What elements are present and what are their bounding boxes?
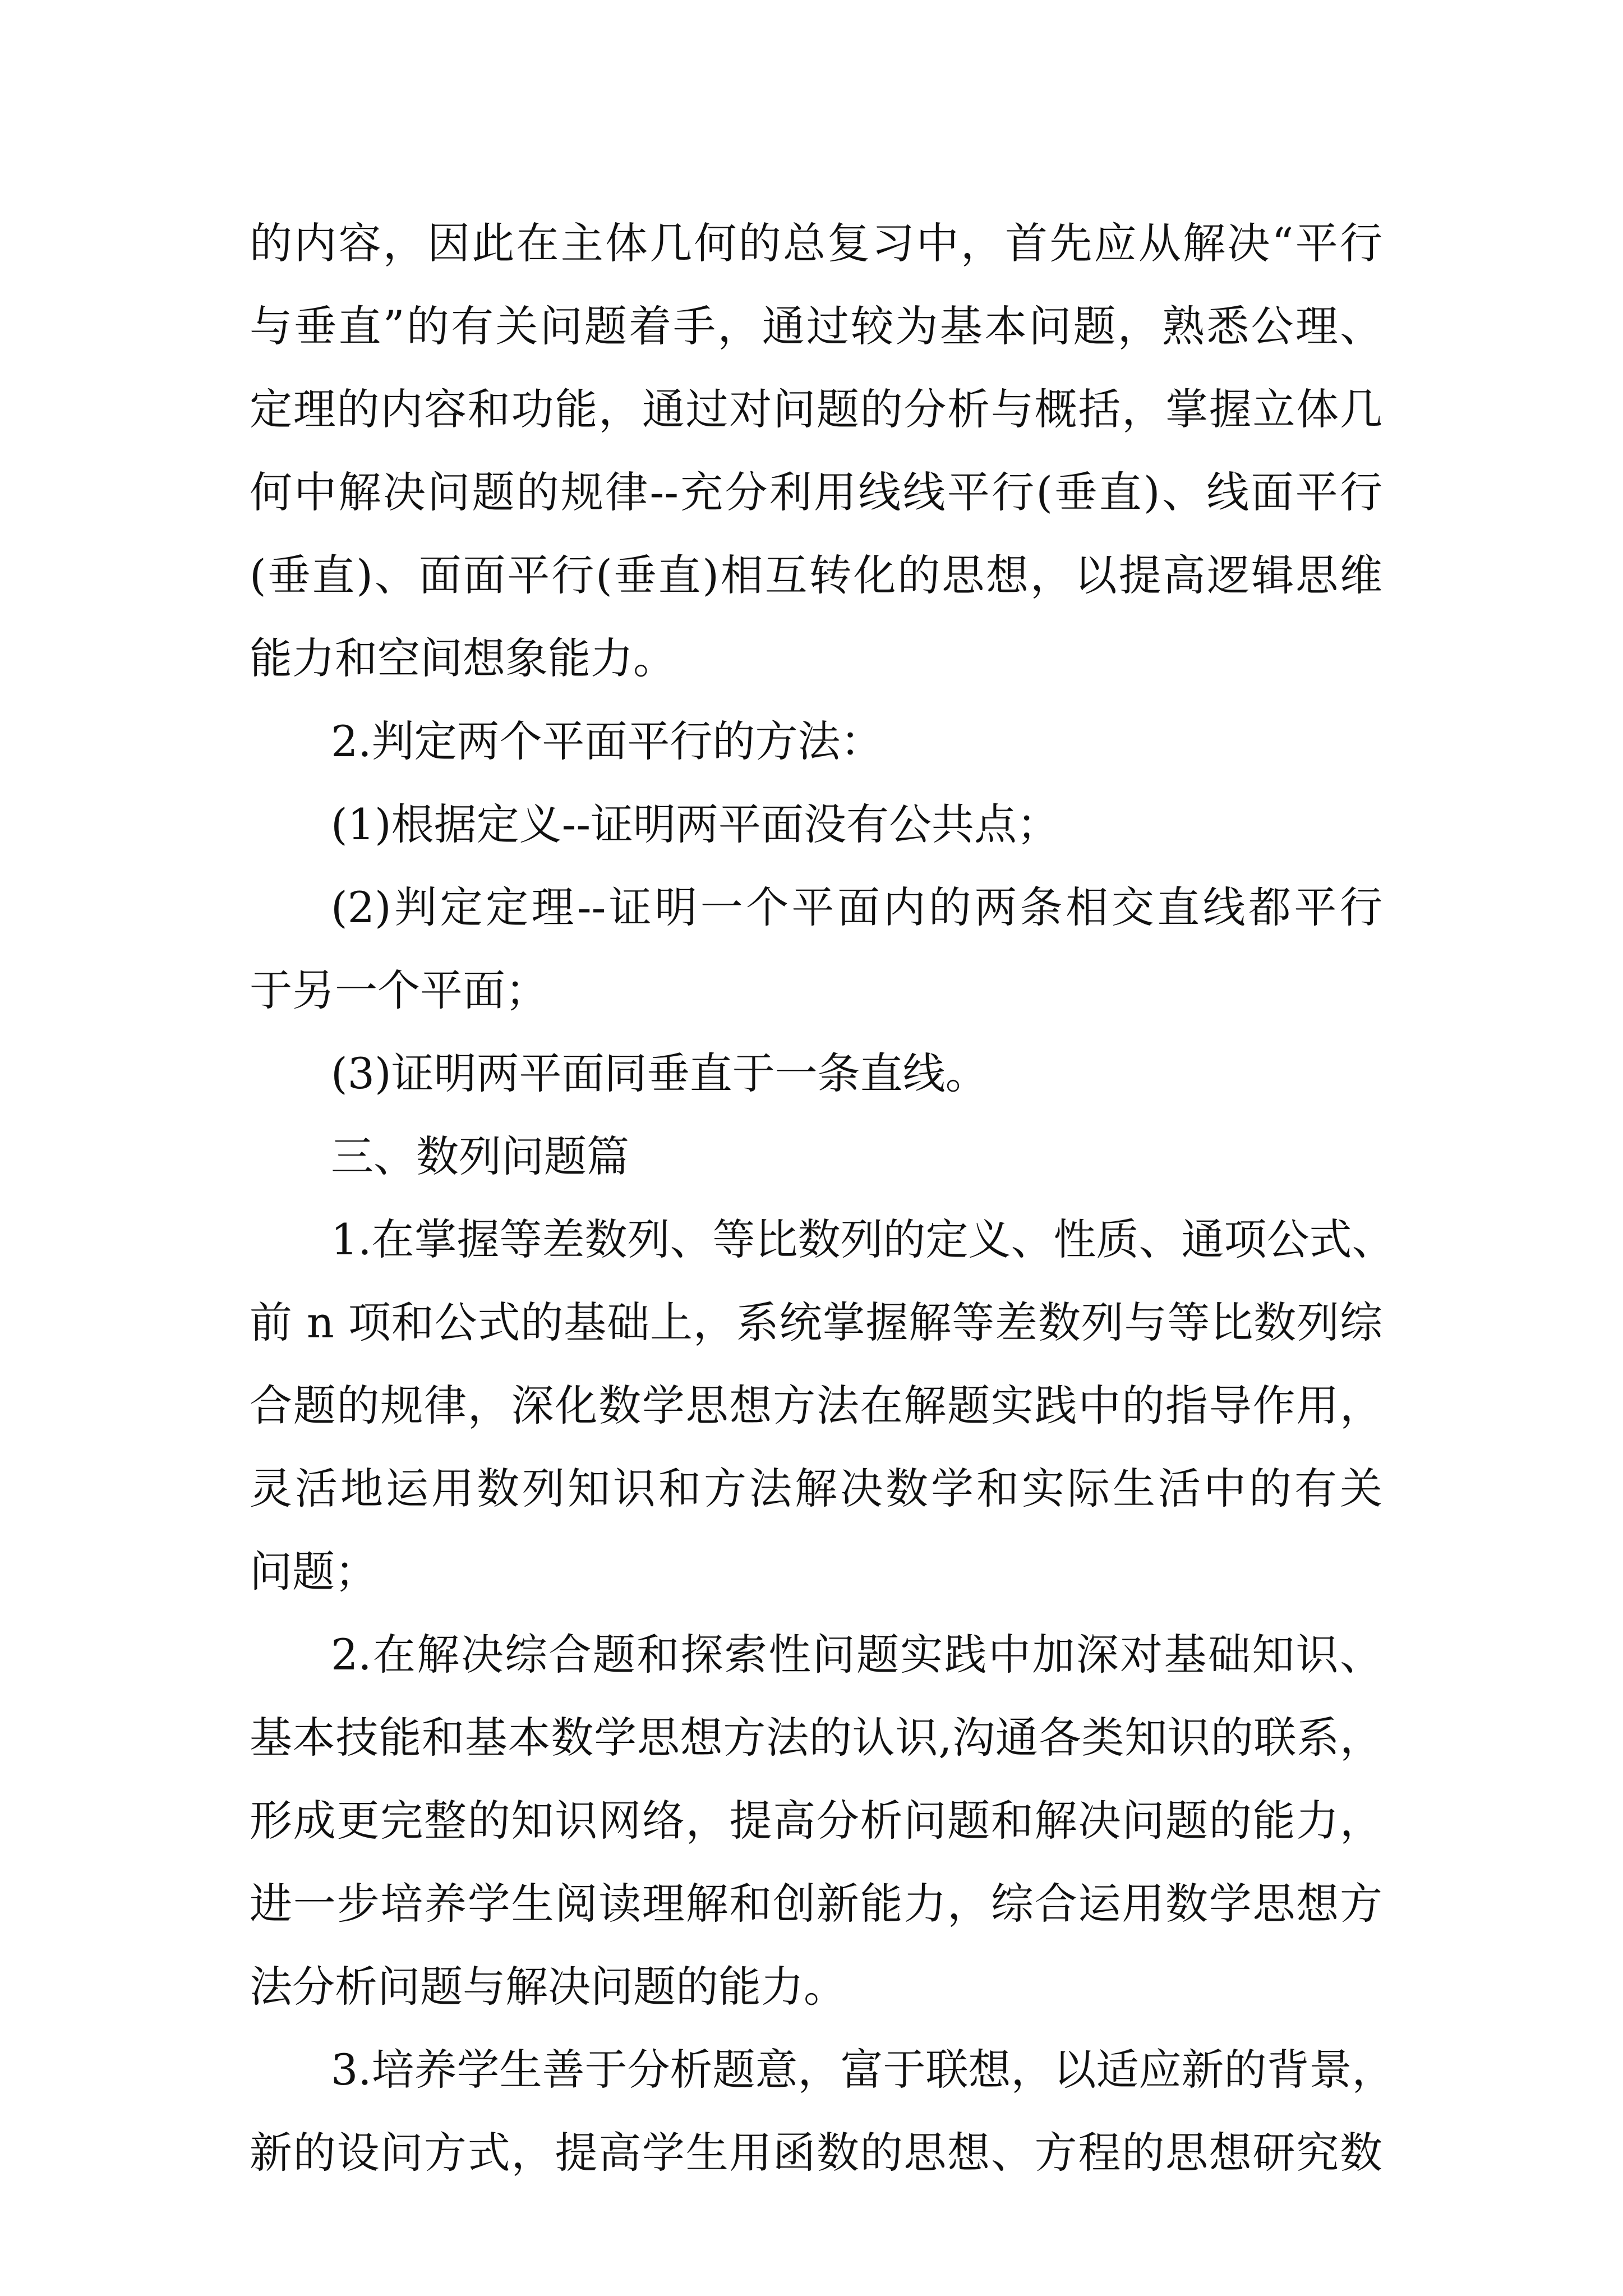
text-line: 法分析问题与解决问题的能力。 bbox=[250, 1962, 846, 2012]
paragraph-first-line: 1.在掌握等差数列、等比数列的定义、性质、通项公式、 bbox=[331, 1214, 1395, 1264]
text-line: 灵活地运用数列知识和方法解决数学和实际生活中的有关 bbox=[250, 1464, 1382, 1513]
text-line: 的内容，因此在主体几何的总复习中，首先应从解决“平行 bbox=[250, 218, 1382, 268]
paragraph-first-line: (1)根据定义--证明两平面没有公共点； bbox=[331, 799, 1060, 849]
text-line: 合题的规律，深化数学思想方法在解题实践中的指导作用， bbox=[250, 1381, 1382, 1430]
paragraph-first-line: 3.培养学生善于分析题意，富于联想，以适应新的背景， bbox=[331, 2045, 1395, 2095]
section-heading: 三、数列问题篇 bbox=[331, 1131, 629, 1181]
text-line: 何中解决问题的规律--充分利用线线平行(垂直)、线面平行 bbox=[250, 467, 1382, 517]
text-line: 新的设问方式，提高学生用函数的思想、方程的思想研究数 bbox=[250, 2128, 1382, 2178]
text-line: (垂直)、面面平行(垂直)相互转化的思想，以提高逻辑思维 bbox=[250, 550, 1382, 600]
paragraph-first-line: 2.判定两个平面平行的方法： bbox=[331, 716, 883, 766]
text-line: 定理的内容和功能，通过对问题的分析与概括，掌握立体几 bbox=[250, 384, 1382, 434]
paragraph-first-line: (3)证明两平面同垂直于一条直线。 bbox=[331, 1048, 988, 1098]
text-line: 与垂直”的有关问题着手，通过较为基本问题，熟悉公理、 bbox=[250, 301, 1382, 351]
paragraph-first-line: (2)判定定理--证明一个平面内的两条相交直线都平行 bbox=[331, 882, 1382, 932]
body-text bbox=[250, 202, 1395, 2194]
text-line: 能力和空间想象能力。 bbox=[250, 633, 676, 683]
text-line: 进一步培养学生阅读理解和创新能力，综合运用数学思想方 bbox=[250, 1879, 1382, 1929]
text-line: 基本技能和基本数学思想方法的认识,沟通各类知识的联系， bbox=[250, 1713, 1382, 1763]
text-line: 形成更完整的知识网络，提高分析问题和解决问题的能力， bbox=[250, 1796, 1382, 1846]
text-line: 问题； bbox=[250, 1547, 377, 1596]
text-line: 前 n 项和公式的基础上，系统掌握解等差数列与等比数列综 bbox=[250, 1297, 1382, 1347]
paragraph-first-line: 2.在解决综合题和探索性问题实践中加深对基础知识、 bbox=[331, 1630, 1382, 1680]
text-line: 于另一个平面； bbox=[250, 965, 548, 1015]
